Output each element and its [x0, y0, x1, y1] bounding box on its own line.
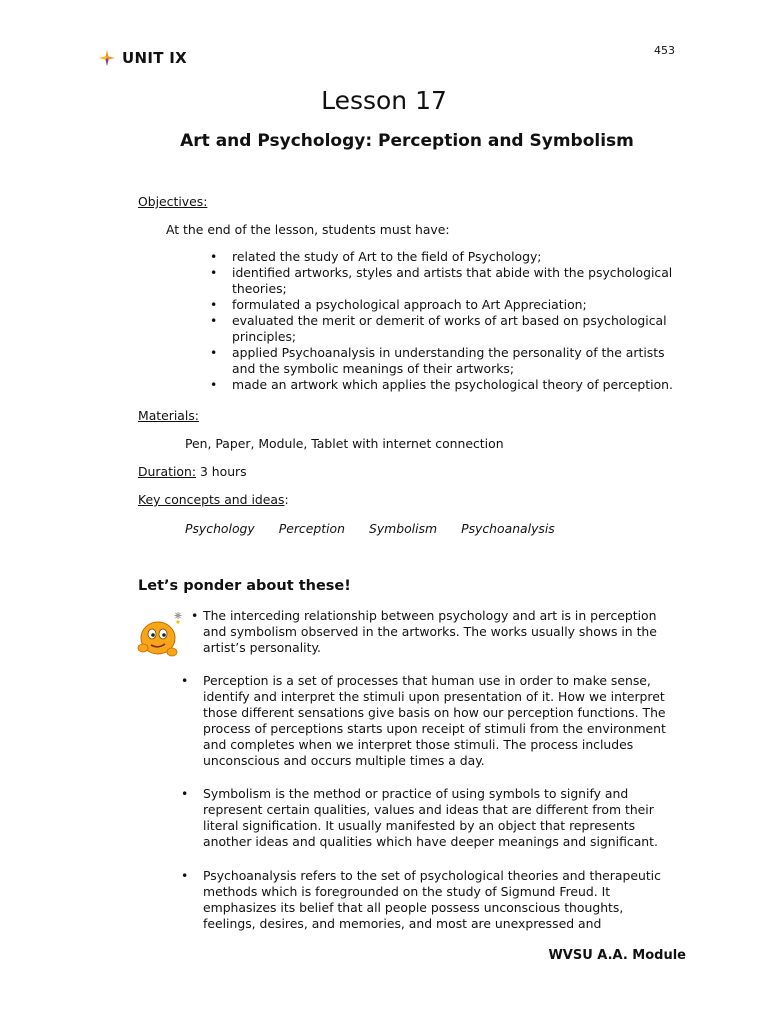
ponder-item-text: The interceding relationship between psychology and art is in perception and symbolism observed in the artworks. The works usually shows in the artist’s personality.: [203, 608, 657, 655]
objectives-label: Objectives:: [138, 194, 208, 209]
objective-item: • made an artwork which applies the psychological theory of perception.: [210, 377, 680, 393]
duration-label: Duration:: [138, 464, 196, 479]
bullet-dot: •: [191, 608, 199, 623]
unit-header: [98, 49, 187, 67]
key-concept: Psychoanalysis: [461, 521, 555, 536]
duration-line: [138, 464, 247, 480]
objective-item: • evaluated the merit or demerit of works of art based on psychological principles;: [210, 313, 680, 345]
bullet-dot: •: [181, 786, 189, 801]
objective-item: • formulated a psychological approach to Art Appreciation;: [210, 297, 680, 313]
materials-label: Materials:: [138, 408, 199, 423]
lesson-title: Lesson 17: [321, 86, 447, 115]
objectives-intro: At the end of the lesson, students must have:: [166, 222, 450, 237]
ponder-item: [181, 673, 673, 769]
ponder-item-text: Psychoanalysis refers to the set of psychological theories and therapeutic methods which is foregrounded on the study of Sigmund Freud. It emphasizes its belief that all people possess unconscious thoughts, feelings, desires, and memories, and most are unexpressed and: [203, 868, 661, 931]
lesson-subtitle: Art and Psychology: Perception and Symbolism: [180, 131, 634, 151]
key-concepts-label: Key concepts and ideas: [138, 492, 285, 507]
ponder-item-text: Perception is a set of processes that human use in order to make sense, identify and interpret the stimuli upon presentation of it. How we interpret those different sensations give basis on how our perception functions. The process of perceptions starts upon receipt of stimuli from the environment and completes when we interpret those stimuli. The process includes unconscious and occurs multiple times a day.: [203, 673, 666, 768]
objectives-list: [210, 249, 680, 393]
key-concept: Symbolism: [368, 521, 438, 536]
duration-value: 3 hours: [199, 464, 247, 479]
key-concept: Perception: [278, 521, 345, 536]
objective-item: • applied Psychoanalysis in understanding the personality of the artists and the symbolic meanings of their artworks;: [210, 345, 680, 377]
thinking-emoticon-icon: [134, 608, 186, 660]
unit-label: UNIT IX: [122, 49, 188, 67]
ponder-item: [181, 868, 673, 932]
page-number: 453: [654, 44, 675, 57]
objective-item: • related the study of Art to the field of Psychology;: [210, 249, 680, 265]
key-concepts-colon: :: [284, 492, 289, 507]
materials-value: Pen, Paper, Module, Tablet with internet connection: [185, 436, 504, 451]
key-concepts-list: [185, 521, 579, 537]
key-concept: Psychology: [185, 521, 255, 536]
ponder-item-text: Symbolism is the method or practice of using symbols to signify and represent certain qualities, values and ideas that are different from their literal signification. It usually manifested by an object that represents another ideas and qualities which have deeper meanings and significant.: [203, 786, 658, 849]
bullet-dot: •: [181, 868, 189, 883]
ponder-heading: Let’s ponder about these!: [138, 578, 351, 594]
cross-star-icon: [98, 49, 116, 67]
bullet-dot: •: [181, 673, 189, 688]
objective-item: • identified artworks, styles and artists that abide with the psychological theories;: [210, 265, 680, 297]
ponder-item: [191, 608, 673, 656]
ponder-item: [181, 786, 673, 850]
key-concepts-line: [138, 492, 289, 508]
footer-module-name: WVSU A.A. Module: [548, 948, 686, 963]
